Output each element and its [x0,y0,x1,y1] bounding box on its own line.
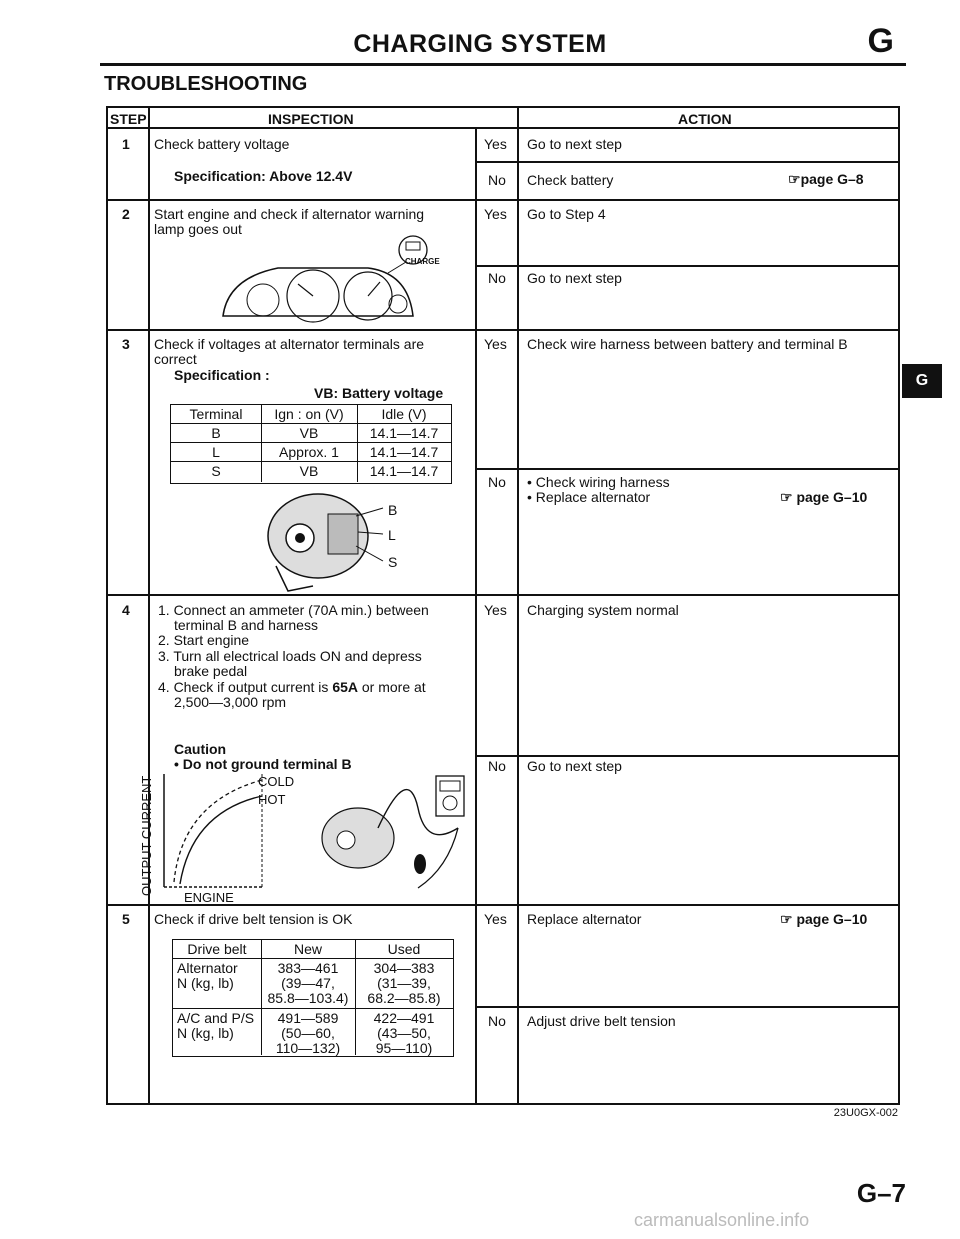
table-cell: 383—461 [277,960,339,976]
troubleshooting-table [106,106,900,1105]
step-number: 1 [122,136,130,152]
no-label: No [488,474,506,490]
header-rule [100,63,906,66]
curve-label-cold: COLD [258,774,295,789]
pointing-hand-icon: ☞ [780,489,797,505]
output-current-graph [162,772,272,892]
header-step: STEP [110,111,147,127]
page-reference [780,911,867,927]
watermark: carmanualsonline.info [634,1210,810,1230]
action-text: Go to next step [527,270,622,286]
inspection-text: Check if voltages at alternator terminals are [154,336,425,352]
terminal-label: B [388,502,398,518]
action-text: Check wire harness between battery and terminal B [527,336,848,352]
table-cell: 85.8—103.4) [267,990,349,1006]
table-cell: L [212,444,220,460]
yes-no-divider [475,161,898,163]
yes-no-divider [475,265,898,267]
yes-label: Yes [484,336,507,352]
graph-x-label: ENGINE [184,890,234,905]
table-header: Drive belt [187,941,247,957]
inspection-text: lamp goes out [154,221,242,237]
table-cell: 491—589 [277,1010,339,1026]
table-cell: N (kg, lb) [177,1025,234,1041]
procedure-line: 2. Start engine [158,632,250,648]
col-divider-step [148,108,150,1103]
table-cell: (50—60, [281,1025,335,1041]
table-cell: (39—47, [281,975,335,991]
instrument-cluster-illustration [218,238,418,328]
terminal-label: S [388,554,398,570]
yes-no-divider [475,468,898,470]
table-cell: N (kg, lb) [177,975,234,991]
table-cell: 14.1—14.7 [369,425,439,441]
col-divider-yesno [475,128,477,1103]
procedure-line: brake pedal [174,663,248,679]
table-cell: Alternator [177,960,238,976]
table-cell: (43—50, [377,1025,431,1041]
table-cell: Approx. 1 [279,444,339,460]
step-number: 5 [122,911,130,927]
caution-title: Caution [174,741,227,757]
specification-label: Specification : [174,367,270,383]
action-text: Go to next step [527,136,622,152]
inspection-text: Check if drive belt tension is OK [154,911,353,927]
belt-tension-table [172,939,454,1057]
procedure-line [158,679,426,695]
pointing-hand-icon: ☞ [788,171,801,187]
table-cell: 110—132) [275,1040,341,1056]
inspection-text: Check battery voltage [154,136,290,152]
table-header: New [293,941,322,957]
no-label: No [488,1013,506,1029]
procedure-line: 3. Turn all electrical loads ON and depress [158,648,422,664]
yes-label: Yes [484,206,507,222]
table-header: Terminal [189,406,243,422]
table-cell: B [211,425,221,441]
action-text: Replace alternator [527,911,642,927]
yes-no-divider [475,755,898,757]
table-cell: 304—383 [373,960,435,976]
inspection-text: correct [154,351,197,367]
reference-text: page G–8 [800,171,864,187]
current-value: 65A [332,679,358,695]
step-number: 3 [122,336,130,352]
header-action: ACTION [678,111,732,127]
procedure-line: 2,500—3,000 rpm [174,694,287,710]
yes-no-divider [475,1006,898,1008]
yes-label: Yes [484,911,507,927]
yes-label: Yes [484,602,507,618]
table-header: Idle (V) [381,406,427,422]
procedure-line: 1. Connect an ammeter (70A min.) between [158,602,429,618]
section-letter: G [867,22,894,60]
procedure-line: terminal B and harness [174,617,318,633]
ammeter-connection-illustration [298,768,478,898]
inspection-text: Start engine and check if alternator warning [154,206,425,222]
page-reference [788,171,864,187]
figure-code: 23U0GX-002 [833,1107,898,1119]
yes-label: Yes [484,136,507,152]
table-cell: 68.2—85.8) [367,990,441,1006]
side-tab: G [902,364,942,398]
no-label: No [488,270,506,286]
action-text: • Replace alternator [527,489,651,505]
curve-label-hot: HOT [258,792,286,807]
table-cell: 14.1—14.7 [369,463,439,479]
table-cell: VB [299,463,319,479]
page-reference [780,489,867,505]
table-header: Ign : on (V) [274,406,344,422]
table-header: Used [387,941,421,957]
table-cell: 95—110) [375,1040,433,1056]
table-cell: 14.1—14.7 [369,444,439,460]
action-text: • Check wiring harness [527,474,670,490]
table-cell: VB [299,425,319,441]
action-text: Charging system normal [527,602,679,618]
table-cell: S [211,463,221,479]
col-divider-action [517,108,519,1103]
table-cell: (31—39, [377,975,431,991]
step-number: 2 [122,206,130,222]
action-text: Check battery [527,172,614,188]
step-divider [108,594,898,596]
charge-lamp-label: CHARGE [405,257,440,266]
header-inspection: INSPECTION [268,111,354,127]
action-text: Go to next step [527,758,622,774]
table-cell: A/C and P/S [177,1010,255,1026]
table-cell: 422—491 [373,1010,435,1026]
pointing-hand-icon: ☞ [780,911,797,927]
procedure-text: or more at [361,679,426,695]
specification: Specification: Above 12.4V [174,168,353,184]
page-header-title: CHARGING SYSTEM [353,30,607,58]
terminal-voltage-table [170,404,452,484]
procedure-text: 4. Check if output current is [158,679,329,695]
header-divider [108,127,898,129]
no-label: No [488,172,506,188]
caution-text: • Do not ground terminal B [174,756,352,772]
graph-y-label: OUTPUT CURRENT [139,775,154,896]
page-number: G–7 [856,1178,906,1208]
reference-text: page G–10 [796,911,868,927]
specification-note: VB: Battery voltage [314,385,444,401]
step-divider [108,329,898,331]
section-title: TROUBLESHOOTING [104,73,308,95]
terminal-label: L [388,527,396,543]
no-label: No [488,758,506,774]
step-number: 4 [122,602,130,618]
step-divider [108,199,898,201]
action-text: Go to Step 4 [527,206,606,222]
reference-text: page G–10 [796,489,868,505]
action-text: Adjust drive belt tension [527,1013,676,1029]
